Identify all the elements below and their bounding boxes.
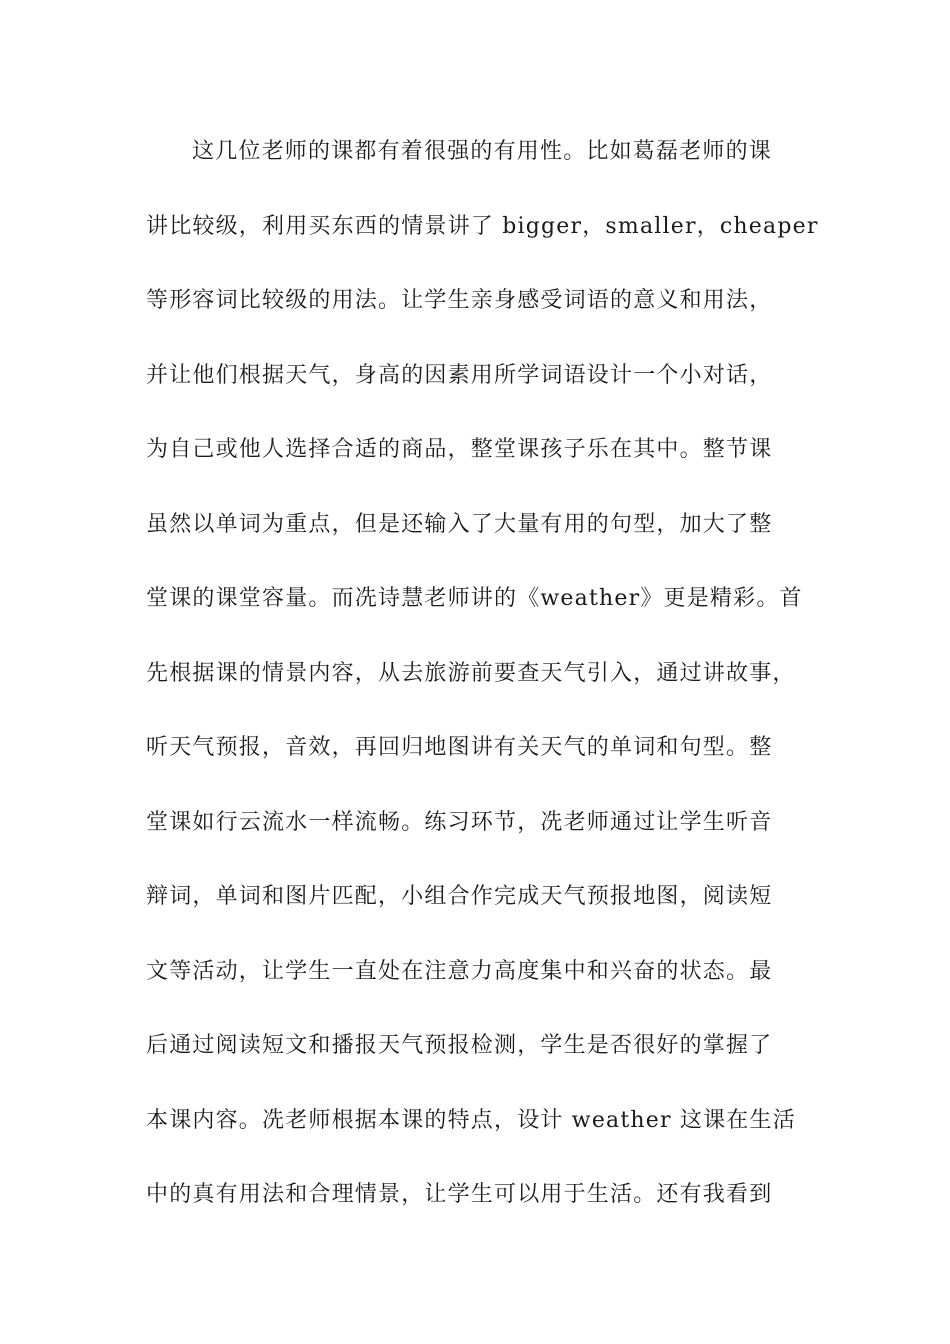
- body-paragraph: [146, 130, 826, 1248]
- text-line: 这几位老师的课都有着很强的有用性。比如葛磊老师的课: [192, 139, 773, 164]
- text-line: 中的真有用法和合理情景，让学生可以用于生活。还有我看到: [146, 1182, 773, 1207]
- text-line: 堂课如行云流水一样流畅。练习环节，冼老师通过让学生听音: [146, 809, 773, 835]
- text-line: 后通过阅读短文和播报天气预报检测，学生是否很好的掌握了: [146, 1033, 773, 1058]
- text-line: 文等活动，让学生一直处在注意力高度集中和兴奋的状态。最: [146, 958, 773, 984]
- text-line: 为自己或他人选择合适的商品，整堂课孩子乐在其中。整节课: [146, 437, 773, 462]
- text-line: 堂课的课堂容量。而冼诗慧老师讲的《weather》更是精彩。首: [146, 586, 803, 611]
- text-line: 先根据课的情景内容，从去旅游前要查天气引入，通过讲故事，: [146, 660, 796, 686]
- text-line: 讲比较级，利用买东西的情景讲了 bigger，smaller，cheaper: [146, 213, 819, 239]
- text-line: 并让他们根据天气，身高的因素用所学词语设计一个小对话，: [146, 362, 773, 388]
- text-line: 辩词，单词和图片匹配，小组合作完成天气预报地图，阅读短: [146, 884, 773, 909]
- text-line: 本课内容。冼老师根据本课的特点，设计 weather 这课在生活: [146, 1107, 796, 1133]
- text-line: 听天气预报，音效，再回归地图讲有关天气的单词和句型。整: [146, 735, 773, 760]
- text-line: 等形容词比较级的用法。让学生亲身感受词语的意义和用法，: [146, 288, 773, 313]
- text-line: 虽然以单词为重点，但是还输入了大量有用的句型，加大了整: [146, 511, 773, 537]
